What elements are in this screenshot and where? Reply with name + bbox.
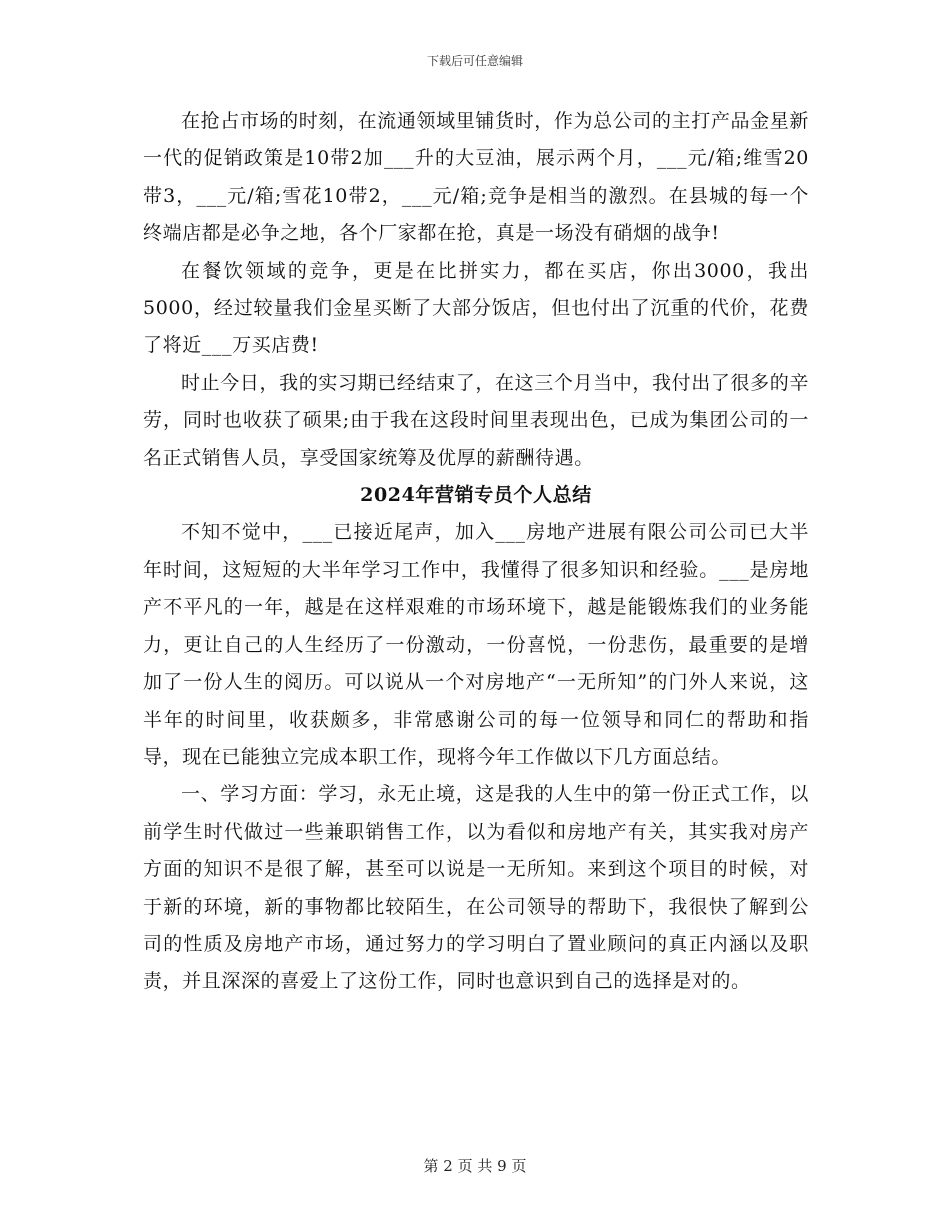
paragraph-internship-end: 时止今日，我的实习期已经结束了，在这三个月当中，我付出了很多的辛劳，同时也收获了硕果;由于我在这段时间里表现出色，已成为集团公司的一名正式销售人员，享受国家统筹及优厚的薪酬待遇。 [143, 371, 809, 469]
page-header: 下载后可任意编辑 [426, 54, 523, 68]
document-body [143, 103, 809, 1001]
paragraph-summary-intro: 不知不觉中，___已接近尾声，加入___房地产进展有限公司公司已大半年时间，这短短的大半年学习工作中，我懂得了很多知识和经验。___是房地产不平凡的一年，越是在这样艰难的市场环境下，越是能锻炼我们的业务能力，更让自己的人生经历了一份激动，一份喜悦，一份悲伤，最重要的是增加了一份人生的阅历。可以说从一个对房地产“一无所知”的门外人来说，这半年的时间里，收获颇多，非常感谢公司的每一位领导和同仁的帮助和指导，现在已能独立完成本职工作，现将今年工作做以下几方面总结。 [143, 521, 809, 768]
page-footer: 第 2 页 共 9 页 [423, 1157, 527, 1175]
section-title: 2024年营销专员个人总结 [360, 484, 592, 507]
paragraph-learning: 一、学习方面：学习，永无止境，这是我的人生中的第一份正式工作，以前学生时代做过一些兼职销售工作，以为看似和房地产有关，其实我对房产方面的知识不是很了解，甚至可以说是一无所知。来到这个项目的时候，对于新的环境，新的事物都比较陌生，在公司领导的帮助下，我很快了解到公司的性质及房地产市场，通过努力的学习明白了置业顾问的真正内涵以及职责，并且深深的喜爱上了这份工作，同时也意识到自己的选择是对的。 [143, 783, 809, 993]
paragraph-catering-competition: 在餐饮领域的竞争，更是在比拼实力，都在买店，你出3000，我出5000，经过较量我们金星买断了大部分饭店，但也付出了沉重的代价，花费了将近___万买店费! [143, 259, 809, 357]
paragraph-market-competition: 在抢占市场的时刻，在流通领域里铺货时，作为总公司的主打产品金星新一代的促销政策是10带2加___升的大豆油，展示两个月，___元/箱;维雪20带3，___元/箱;雪花10带2，___元/箱;竞争是相当的激烈。在县城的每一个终端店都是必争之地，各个厂家都在抢，真是一场没有硝烟的战争! [143, 110, 809, 245]
